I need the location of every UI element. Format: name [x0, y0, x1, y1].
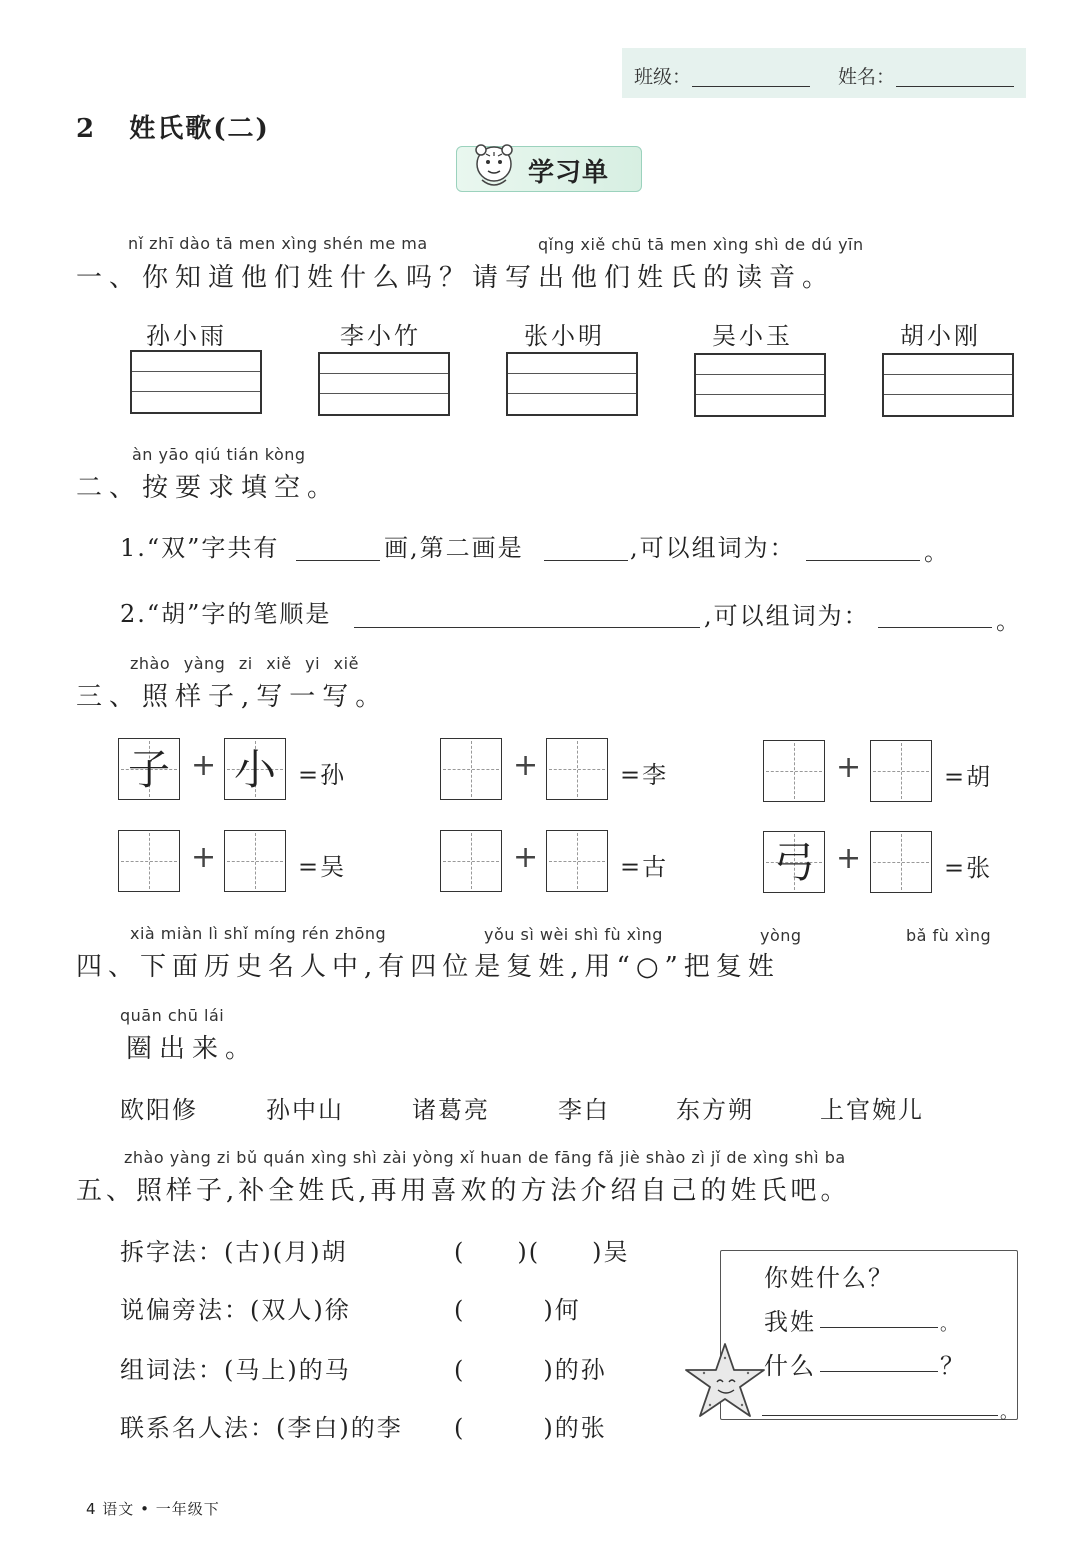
s2-item1-c: ,可以组词为： [630, 534, 796, 562]
pinyin-writing-box[interactable] [882, 353, 1014, 417]
starfish-icon [680, 1340, 770, 1420]
method-word-answer[interactable]: ( )的孙 [454, 1356, 607, 1384]
pinyin-writing-box[interactable] [506, 352, 638, 416]
tian-grid-box[interactable] [546, 830, 608, 892]
name-label: 姓名： [838, 66, 896, 88]
s4-pinyin-c: yòng [760, 926, 802, 945]
result-zhang: =张 [944, 854, 993, 882]
result-hu: =胡 [944, 763, 993, 791]
page-footer: 4 语文 • 一年级下 [86, 1500, 220, 1518]
s2-item1-b: 画,第二画是 [384, 534, 524, 562]
lesson-name: 姓氏歌(二) [129, 114, 270, 144]
name-li: 李小竹 [340, 322, 421, 350]
s3-pinyin: zhào yàng zi xiě yi xiě [130, 654, 359, 673]
tian-grid-box[interactable]: 子 [118, 738, 180, 800]
what-surname-blank[interactable] [820, 1371, 938, 1372]
tian-grid-box[interactable] [546, 738, 608, 800]
famous-name[interactable]: 孙中山 [266, 1096, 344, 1124]
method-radical-answer[interactable]: ( )何 [454, 1296, 581, 1324]
famous-name[interactable]: 李白 [558, 1096, 610, 1124]
name-blank[interactable] [896, 86, 1014, 87]
method-famous: 联系名人法：(李白)的李 [120, 1414, 403, 1442]
card-question: 你姓什么？ [764, 1264, 894, 1292]
plus-sign: + [513, 840, 539, 875]
s4-pinyin-a: xià miàn lì shǐ míng rén zhōng [130, 924, 387, 943]
s2-question: 二、按要求填空。 [76, 473, 341, 503]
result-sun: =孙 [298, 761, 347, 789]
s3-question: 三、照样子,写一写。 [76, 682, 389, 712]
pinyin-writing-box[interactable] [694, 353, 826, 417]
s2-item2-b: ,可以组词为： [704, 602, 870, 630]
famous-name[interactable]: 上官婉儿 [820, 1096, 924, 1124]
tian-grid-box[interactable] [440, 830, 502, 892]
s5-question: 五、照样子,补全姓氏,再用喜欢的方法介绍自己的姓氏吧。 [76, 1176, 851, 1206]
stroke-order-blank[interactable] [354, 627, 700, 628]
intro-blank[interactable] [762, 1415, 998, 1416]
class-label: 班级： [634, 66, 692, 88]
class-blank[interactable] [692, 86, 810, 87]
s1-pinyin-b: qǐng xiě chū tā men xìng shì de dú yīn [538, 235, 864, 254]
method-radical: 说偏旁法：(双人)徐 [120, 1296, 351, 1324]
name-zhang: 张小明 [524, 322, 605, 350]
famous-name[interactable]: 东方朔 [676, 1096, 754, 1124]
tian-grid-box[interactable]: 弓 [763, 831, 825, 893]
result-gu: =古 [620, 853, 669, 881]
s4-question-2: 圈出来。 [126, 1034, 259, 1064]
tian-grid-box[interactable] [224, 830, 286, 892]
name-sun: 孙小雨 [146, 322, 227, 350]
name-wu: 吴小玉 [712, 322, 793, 350]
method-word: 组词法：(马上)的马 [120, 1356, 351, 1384]
s4-pinyin-b: yǒu sì wèi shì fù xìng [484, 925, 663, 944]
plus-sign: + [836, 750, 862, 785]
word-blank-2[interactable] [878, 627, 992, 628]
word-blank-1[interactable] [806, 560, 920, 561]
tiger-mascot-icon [466, 140, 522, 192]
s4-pinyin2: quān chū lái [120, 1006, 225, 1025]
card-line1-label: 我姓 [764, 1308, 816, 1336]
tian-grid-box[interactable] [870, 831, 932, 893]
badge-text: 学习单 [528, 158, 610, 188]
s2-item1-a: 1.“双”字共有 [120, 534, 280, 562]
s2-item2-end: 。 [996, 607, 1022, 635]
method-famous-answer[interactable]: ( )的张 [454, 1414, 607, 1442]
pinyin-writing-box[interactable] [318, 352, 450, 416]
s4-question: 四、下面历史名人中,有四位是复姓,用“○”把复姓 [76, 952, 780, 982]
card-line1-end: 。 [940, 1314, 960, 1335]
plus-sign: + [191, 840, 217, 875]
second-stroke-blank[interactable] [544, 560, 628, 561]
s4-pinyin-d: bǎ fù xìng [906, 926, 992, 945]
famous-name[interactable]: 欧阳修 [120, 1096, 198, 1124]
plus-sign: + [836, 841, 862, 876]
plus-sign: + [513, 748, 539, 783]
plus-sign: + [191, 748, 217, 783]
lesson-title [76, 108, 270, 145]
name-hu: 胡小刚 [900, 322, 981, 350]
result-li: =李 [620, 761, 669, 789]
lesson-number: 2 [76, 114, 97, 144]
tian-grid-box[interactable] [870, 740, 932, 802]
tian-grid-box[interactable] [763, 740, 825, 802]
s5-pinyin: zhào yàng zi bǔ quán xìng shì zài yòng xǐ huan de fāng fǎ jiè shào zì jǐ de xìng shì ba [124, 1148, 846, 1167]
method-split-answer[interactable]: ( )( )吴 [454, 1238, 630, 1266]
tian-grid-box[interactable] [118, 830, 180, 892]
stroke-count-blank[interactable] [296, 560, 380, 561]
s2-item2-a: 2.“胡”字的笔顺是 [120, 600, 332, 628]
card-line3-end: 。 [1000, 1402, 1020, 1423]
s2-item1-end: 。 [924, 538, 950, 566]
surname-blank[interactable] [820, 1327, 938, 1328]
s1-question: 一、你知道他们姓什么吗？请写出他们姓氏的读音。 [76, 263, 836, 293]
tian-grid-box[interactable]: 小 [224, 738, 286, 800]
card-line2-label: 什么 [764, 1352, 816, 1380]
famous-name[interactable]: 诸葛亮 [412, 1096, 490, 1124]
result-wu: =吴 [298, 853, 347, 881]
card-line2-end: ？ [940, 1352, 966, 1380]
tian-grid-box[interactable] [440, 738, 502, 800]
method-split: 拆字法：(古)(月)胡 [120, 1238, 348, 1266]
pinyin-writing-box[interactable] [130, 350, 262, 414]
s2-pinyin: àn yāo qiú tián kòng [132, 445, 306, 464]
s1-pinyin-a: nǐ zhī dào tā men xìng shén me ma [128, 234, 428, 253]
